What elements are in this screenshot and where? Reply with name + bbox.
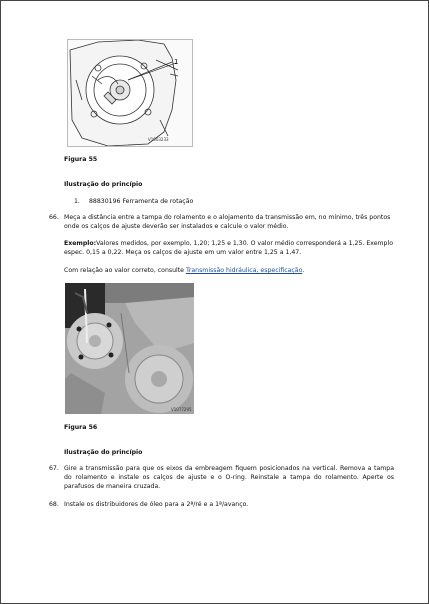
figure-code: V1003233	[148, 137, 169, 142]
figure-subtitle: Ilustração do princípio	[64, 449, 143, 456]
figure-55-illustration	[67, 39, 193, 147]
example-label: Exemplo:	[64, 240, 97, 247]
gearbox-photo	[65, 283, 194, 414]
step-number: 67.	[49, 465, 59, 472]
step-number: 68.	[49, 501, 59, 508]
reference-suffix: .	[302, 267, 305, 274]
figure-caption: Figura 55	[64, 156, 98, 163]
list-number: 1.	[74, 198, 80, 205]
step-text: Gire a transmissão para que os eixos da embreagem fiquem posicionados na vertical. Remova a tampa do rolamento e instale os calços de ajuste e o O-ring. Reinstale a tampa do rolamento. Aperte os parafusos de maneira cruzada.	[64, 465, 394, 490]
specification-link[interactable]: Transmissão hidráulica, especificação	[185, 267, 303, 274]
step-text: Instale os distribuidores de óleo para a 2ª/ré e a 1ª/avanço.	[64, 501, 249, 508]
list-item-text: 88830196 Ferramenta de rotação	[89, 198, 194, 205]
figure-caption: Figura 56	[64, 424, 98, 431]
step-number: 66.	[49, 214, 59, 221]
example-text: Valores medidos, por exemplo, 1,20; 1,25 e 1,30. O valor médio corresponderá a 1,25. Exemplo espec. 0,15 a 0,22. Meça os calços de ajuste em um valor entre 1,25 a 1,47.	[64, 240, 393, 256]
reference-prefix: Com relação ao valor correto, consulte	[64, 267, 186, 274]
figure-subtitle: Ilustração do princípio	[64, 181, 143, 188]
figure-56-photo	[65, 283, 194, 414]
gearbox-line-drawing	[68, 40, 192, 146]
example-paragraph	[64, 239, 396, 257]
step-text: Meça a distância entre a tampa do rolamento e o alojamento da transmissão em, no mínimo, três pontos onde os calços de ajuste deverão ser instalados e calcule o valor médio.	[64, 214, 391, 230]
reference-paragraph	[64, 266, 304, 275]
figure-code: V1077295	[171, 407, 192, 412]
callout-label: 1	[174, 58, 179, 66]
